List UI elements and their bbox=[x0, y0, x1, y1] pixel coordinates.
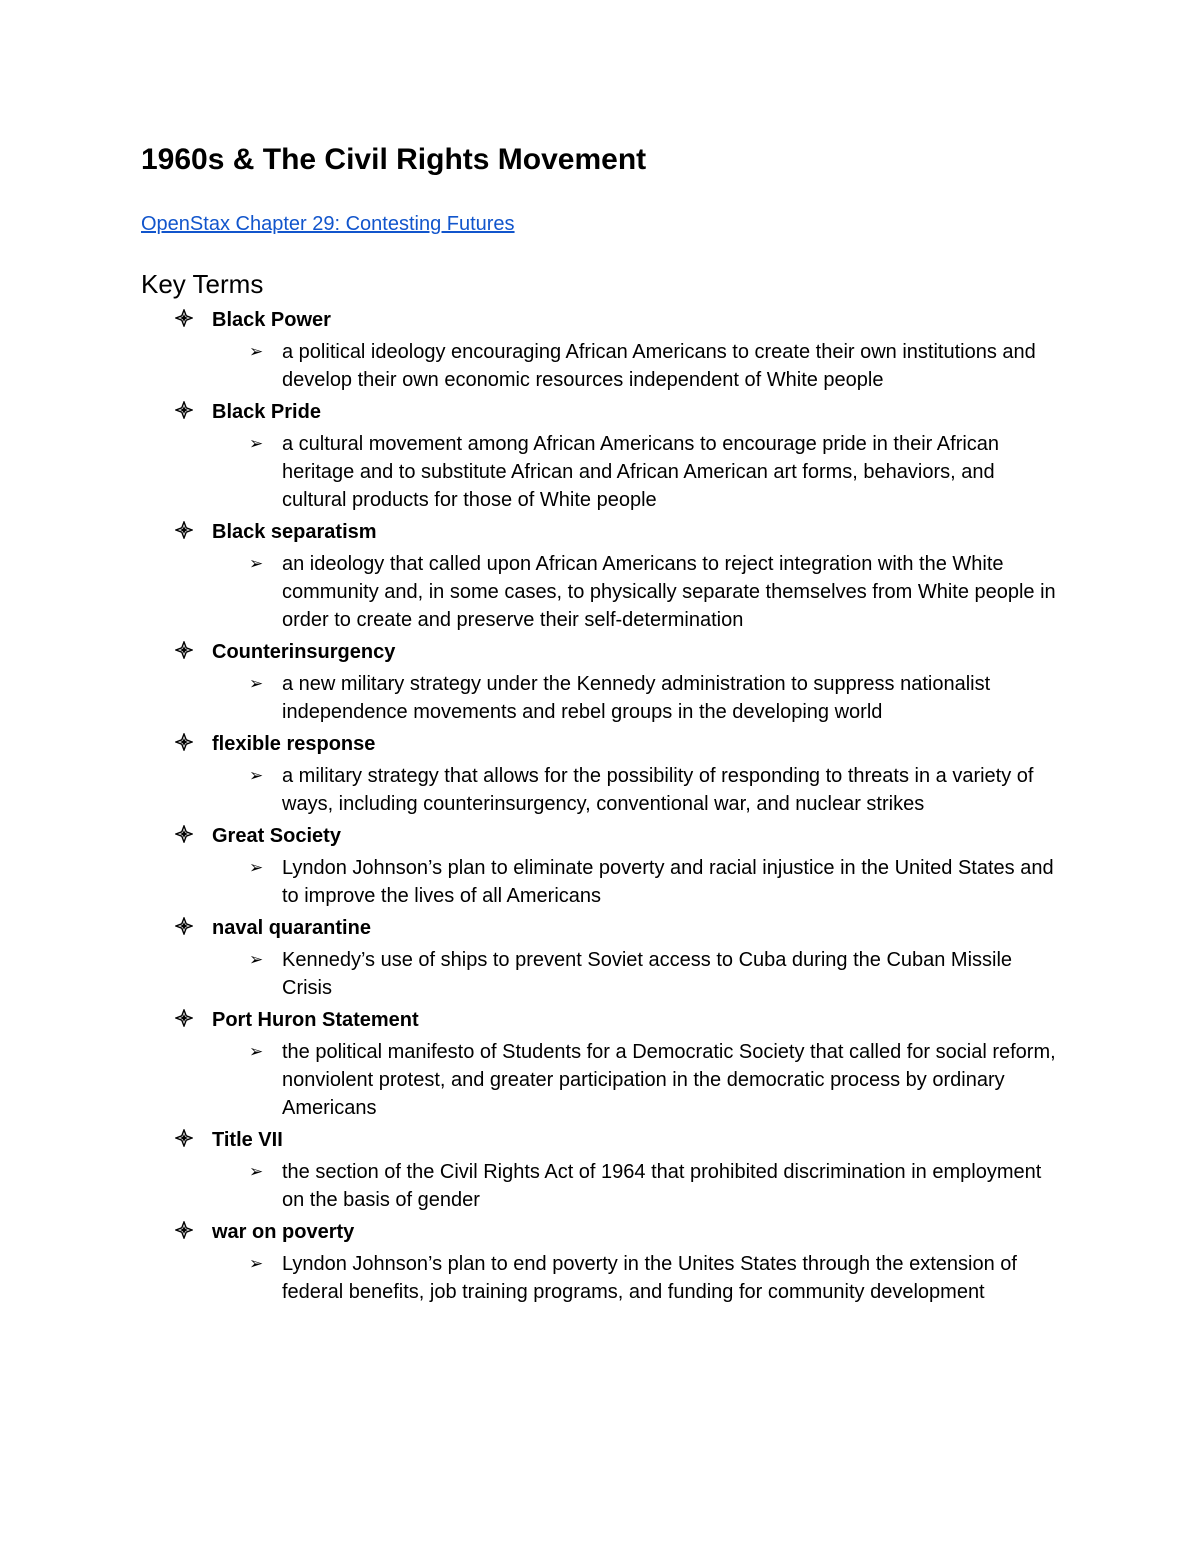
term-name: Black Power bbox=[212, 309, 331, 331]
term-definition-row bbox=[0, 1038, 1062, 1122]
page-title: 1960s & The Civil Rights Movement bbox=[141, 143, 647, 176]
term-name: war on poverty bbox=[212, 1221, 355, 1243]
arrowhead-bullet-icon: ➢ bbox=[249, 858, 264, 877]
term-name: Black Pride bbox=[212, 401, 321, 423]
diamond-bullet-icon bbox=[175, 1129, 193, 1147]
key-terms-list bbox=[0, 305, 1200, 1309]
diamond-bullet-icon bbox=[175, 1221, 193, 1239]
term-item bbox=[0, 729, 1200, 818]
term-row bbox=[0, 1005, 1200, 1036]
term-row bbox=[0, 397, 1200, 428]
arrowhead-bullet-icon: ➢ bbox=[249, 674, 264, 693]
arrowhead-bullet-icon: ➢ bbox=[249, 950, 264, 969]
arrowhead-bullet-icon: ➢ bbox=[249, 1254, 264, 1273]
diamond-bullet-icon bbox=[175, 401, 193, 419]
term-name: naval quarantine bbox=[212, 917, 371, 939]
term-item bbox=[0, 913, 1200, 1002]
term-definition-row bbox=[0, 550, 1062, 634]
term-row bbox=[0, 305, 1200, 336]
term-definition-row bbox=[0, 1250, 1062, 1306]
term-definition-row bbox=[0, 338, 1062, 394]
term-row bbox=[0, 729, 1200, 760]
arrowhead-bullet-icon: ➢ bbox=[249, 1162, 264, 1181]
arrowhead-bullet-icon: ➢ bbox=[249, 554, 264, 573]
diamond-bullet-icon bbox=[175, 825, 193, 843]
arrowhead-bullet-icon: ➢ bbox=[249, 766, 264, 785]
arrowhead-bullet-icon: ➢ bbox=[249, 342, 264, 361]
term-definition: Lyndon Johnson’s plan to eliminate poverty and racial injustice in the United States and to improve the lives of all Americans bbox=[282, 857, 1054, 907]
term-definition: a cultural movement among African Americans to encourage pride in their African heritage and to substitute African and African American art forms, behaviors, and cultural products for those of White people bbox=[282, 433, 1000, 511]
term-definition-row bbox=[0, 670, 1062, 726]
term-item bbox=[0, 1125, 1200, 1214]
diamond-bullet-icon bbox=[175, 917, 193, 935]
term-item bbox=[0, 517, 1200, 634]
term-row bbox=[0, 821, 1200, 852]
term-definition-row bbox=[0, 430, 1062, 514]
diamond-bullet-icon bbox=[175, 309, 193, 327]
term-item bbox=[0, 397, 1200, 514]
term-row bbox=[0, 1217, 1200, 1248]
diamond-bullet-icon bbox=[175, 641, 193, 659]
term-name: Black separatism bbox=[212, 521, 377, 543]
term-row bbox=[0, 1125, 1200, 1156]
term-definition: an ideology that called upon African Americans to reject integration with the White community and, in some cases, to physically separate themselves from White people in order to create and preserve their self-determination bbox=[282, 553, 1056, 631]
term-name: Port Huron Statement bbox=[212, 1009, 419, 1031]
term-item bbox=[0, 1005, 1200, 1122]
term-definition-row bbox=[0, 854, 1062, 910]
term-definition-row bbox=[0, 946, 1062, 1002]
term-definition-row bbox=[0, 1158, 1062, 1214]
term-row bbox=[0, 913, 1200, 944]
term-definition: a new military strategy under the Kennedy administration to suppress nationalist independence movements and rebel groups in the developing world bbox=[282, 673, 991, 723]
diamond-bullet-icon bbox=[175, 521, 193, 539]
term-name: Great Society bbox=[212, 825, 341, 847]
chapter-link[interactable]: OpenStax Chapter 29: Contesting Futures bbox=[141, 213, 515, 235]
term-definition: a military strategy that allows for the possibility of responding to threats in a variety of ways, including counterinsurgency, conventional war, and nuclear strikes bbox=[282, 765, 1034, 815]
term-definition: the section of the Civil Rights Act of 1964 that prohibited discrimination in employment on the basis of gender bbox=[282, 1161, 1042, 1211]
term-item bbox=[0, 637, 1200, 726]
arrowhead-bullet-icon: ➢ bbox=[249, 1042, 264, 1061]
term-definition: the political manifesto of Students for a Democratic Society that called for social reform, nonviolent protest, and greater participation in the democratic process by ordinary Americans bbox=[282, 1041, 1056, 1119]
term-name: Counterinsurgency bbox=[212, 641, 396, 663]
term-name: Title VII bbox=[212, 1129, 283, 1151]
term-definition: Kennedy’s use of ships to prevent Soviet access to Cuba during the Cuban Missile Crisis bbox=[282, 949, 1013, 999]
term-row bbox=[0, 637, 1200, 668]
arrowhead-bullet-icon: ➢ bbox=[249, 434, 264, 453]
term-definition-row bbox=[0, 762, 1062, 818]
diamond-bullet-icon bbox=[175, 1009, 193, 1027]
diamond-bullet-icon bbox=[175, 733, 193, 751]
term-item bbox=[0, 1217, 1200, 1306]
term-definition: a political ideology encouraging African Americans to create their own institutions and develop their own economic resources independent of White people bbox=[282, 341, 1036, 391]
term-item bbox=[0, 305, 1200, 394]
term-item bbox=[0, 821, 1200, 910]
term-name: flexible response bbox=[212, 733, 376, 755]
section-heading: Key Terms bbox=[141, 269, 264, 299]
term-row bbox=[0, 517, 1200, 548]
term-definition: Lyndon Johnson’s plan to end poverty in the Unites States through the extension of federal benefits, job training programs, and funding for community development bbox=[282, 1253, 1017, 1303]
